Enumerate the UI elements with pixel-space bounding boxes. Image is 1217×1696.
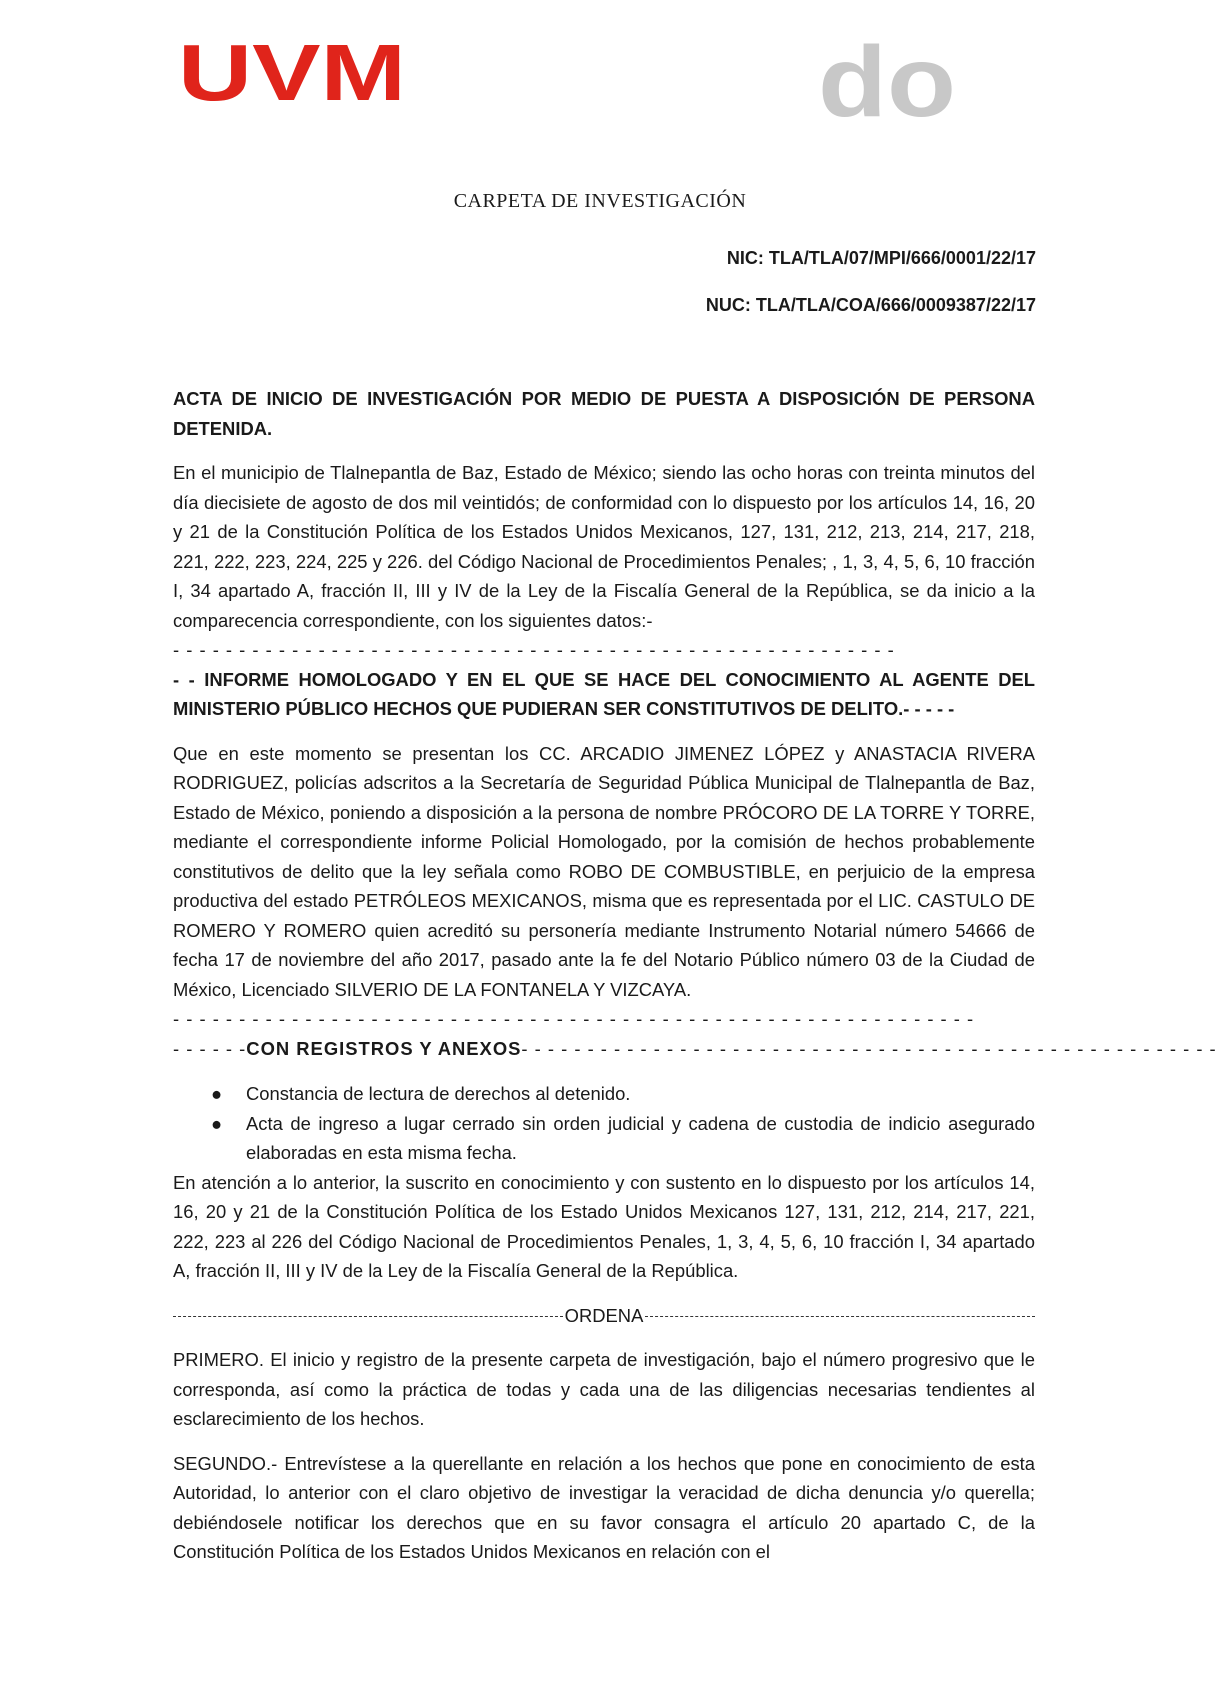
- bullet-icon: ●: [211, 1112, 223, 1134]
- annexes-heading: [173, 1034, 1217, 1064]
- document-body: [173, 384, 1217, 1567]
- annex-text: Acta de ingreso a lugar cerrado sin orden judicial y cadena de custodia de indicio asegurado elaboradas en esta misma fecha.: [246, 1112, 1035, 1163]
- annexes-list: [173, 1079, 1035, 1168]
- ordena-rule-right: [645, 1316, 1035, 1317]
- nuc-reference: NUC: TLA/TLA/COA/666/0009387/22/17: [705, 295, 1036, 315]
- attention-paragraph: En atención a lo anterior, la suscrito en conocimiento y con sustento en lo dispuesto por los artículos 14, 16, 20 y 21 de la Constitución Política de los Estado Unidos Mexicanos 127, 131, 212, 214, 217, 221, 222, 223 al 226 del Código Nacional de Procedimientos Penales, 1, 3, 4, 5, 6, 10 fracción I, 34 apartado A, fracción II, III y IV de la Ley de la Fiscalía General de la República.: [173, 1171, 1035, 1281]
- report-heading-suffix: - - - - -: [903, 698, 955, 719]
- do-logo-text: do: [818, 26, 956, 138]
- intro-paragraph: [173, 458, 1035, 635]
- presentation-text: Que en este momento se presentan los CC. ARCADIO JIMENEZ LÓPEZ y ANASTACIA RIVERA RODRIGUEZ, policías adscritos a la Secretaría de Seguridad Pública Municipal de Tlalnepantla de Baz, Estado de México, poniendo a disposición a la persona de nombre PRÓCORO DE LA TORRE Y TORRE, mediante el correspondiente informe Policial Homologado, por la comisión de hechos probablemente constitutivos de delito que la ley señala como ROBO DE COMBUSTIBLE, en perjuicio de la empresa productiva del estado PETRÓLEOS MEXICANOS, misma que es representada por el LIC. CASTULO DE ROMERO Y ROMERO quien acreditó su personería mediante Instrumento Notarial número 54666 de fecha 17 de noviembre del año 2017, pasado ante la fe del Notario Público número 03 de la Ciudad de México, Licenciado SILVERIO DE LA FONTANELA Y VIZCAYA.: [173, 742, 1035, 1000]
- presentation-paragraph: [173, 739, 1035, 1005]
- uvm-logo: [178, 28, 410, 117]
- annex-text: Constancia de lectura de derechos al detenido.: [246, 1083, 631, 1104]
- annex-item: [211, 1079, 1035, 1109]
- annexes-heading-suffix: - - - - - - - - - - - - - - - - - - - - - - - - - - - - - - - - - - - - - - - - - - - - - - - - - - - - -: [521, 1037, 1217, 1059]
- annex-item: [211, 1109, 1035, 1168]
- intro-text: En el municipio de Tlalnepantla de Baz, Estado de México; siendo las ocho horas con treinta minutos del día diecisiete de agosto de dos mil veintidós; de conformidad con lo dispuesto por los artículos 14, 16, 20 y 21 de la Constitución Política de los Estados Unidos Mexicanos, 127, 131, 212, 213, 214, 217, 218, 221, 222, 223, 224, 225 y 226. del Código Nacional de Procedimientos Penales; , 1, 3, 4, 5, 6, 10 fracción I, 34 apartado A, fracción II, III y IV de la Ley de la Fiscalía General de la República, se da inicio a la comparecencia correspondiente, con los siguientes datos:-: [173, 462, 1035, 631]
- primero-paragraph: PRIMERO. El inicio y registro de la presente carpeta de investigación, bajo el número progresivo que le corresponda, así como la práctica de todas y cada una de las diligencias necesarias tendientes al esclarecimiento de los hechos.: [173, 1349, 1035, 1429]
- document-title: CARPETA DE INVESTIGACIÓN: [453, 190, 747, 212]
- intro-dashes: - - - - - - - - - - - - - - - - - - - - - - - - - - - - - - - - - - - - - - - - - - - - - - - - - - - - - - -: [173, 639, 895, 660]
- ordena-label: ORDENA: [564, 1304, 644, 1326]
- report-heading-text: INFORME HOMOLOGADO Y EN EL QUE SE HACE DEL CONOCIMIENTO AL AGENTE DEL MINISTERIO PÚBLICO HECHOS QUE PUDIERAN SER CONSTITUTIVOS DE DELITO.: [173, 668, 1035, 719]
- nic-reference: NIC: TLA/TLA/07/MPI/666/0001/22/17: [726, 248, 1036, 268]
- ordena-divider: [173, 1301, 1035, 1331]
- ordena-rule-left: [173, 1316, 563, 1317]
- do-logo: [818, 26, 958, 138]
- annexes-heading-text: CON REGISTROS Y ANEXOS: [246, 1037, 522, 1059]
- annexes-heading-prefix: - - - - - -: [173, 1037, 247, 1059]
- presentation-dashes: - - - - - - - - - - - - - - - - - - - - - - - - - - - - - - - - - - - - - - - - - - - - - - - - - - - - - - - - - - - - -: [173, 1008, 975, 1029]
- segundo-paragraph: SEGUNDO.- Entrevístese a la querellante en relación a los hechos que pone en conocimiento de esta Autoridad, lo anterior con el claro objetivo de investigar la veracidad de dicha denuncia y/o querella; debiéndosele notificar los derechos que en su favor consagra el artículo 20 apartado C, de la Constitución Política de los Estados Unidos Mexicanos en relación con el: [173, 1452, 1035, 1562]
- bullet-icon: ●: [211, 1083, 223, 1104]
- report-heading-prefix: - -: [173, 668, 205, 690]
- report-heading: [173, 665, 1035, 724]
- uvm-logo-text: UVM: [178, 28, 406, 117]
- act-heading: ACTA DE INICIO DE INVESTIGACIÓN POR MEDIO DE PUESTA A DISPOSICIÓN DE PERSONA DETENIDA.: [173, 388, 1035, 439]
